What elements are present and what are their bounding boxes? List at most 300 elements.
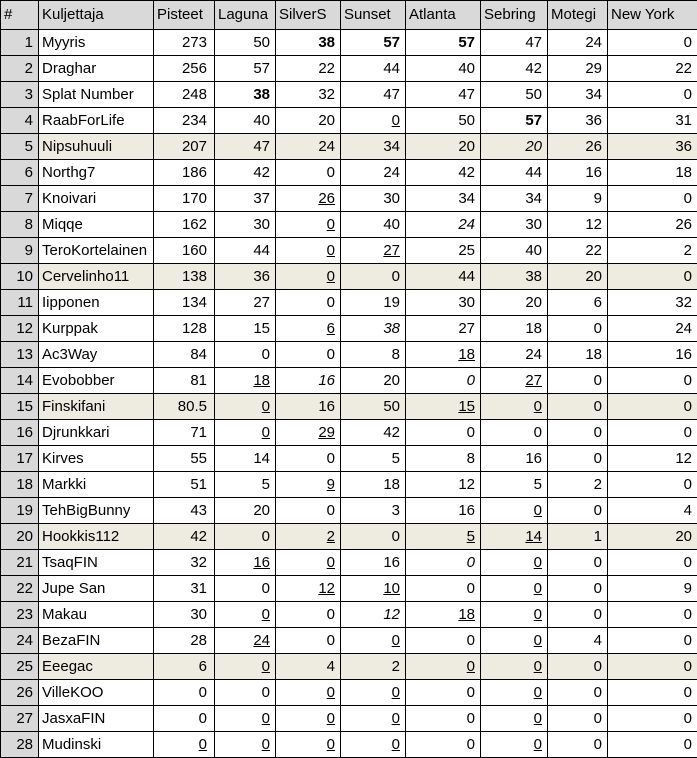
table-row <box>1 238 697 264</box>
race-score-cell-sunset: 38 <box>341 316 406 342</box>
rank-cell: 23 <box>1 602 39 628</box>
race-score-cell-motegi: 0 <box>548 368 608 394</box>
race-score-cell-motegi: 0 <box>548 498 608 524</box>
race-score-cell-laguna: 0 <box>215 576 276 602</box>
race-score-cell-new-york: 12 <box>608 446 697 472</box>
points-cell: 162 <box>154 212 215 238</box>
driver-name-cell: Kirves <box>39 446 154 472</box>
points-cell: 0 <box>154 680 215 706</box>
race-score-cell-sunset: 30 <box>341 186 406 212</box>
rank-cell: 22 <box>1 576 39 602</box>
race-score-cell-atlanta: 40 <box>406 56 481 82</box>
rank-cell: 4 <box>1 108 39 134</box>
points-cell: 80.5 <box>154 394 215 420</box>
points-cell: 186 <box>154 160 215 186</box>
points-cell: 248 <box>154 82 215 108</box>
race-score-cell-new-york: 0 <box>608 368 697 394</box>
race-score-cell-laguna: 15 <box>215 316 276 342</box>
race-score-cell-atlanta: 27 <box>406 316 481 342</box>
race-score-cell-atlanta: 18 <box>406 342 481 368</box>
race-score-cell-atlanta: 24 <box>406 212 481 238</box>
race-score-cell-sunset: 3 <box>341 498 406 524</box>
points-cell: 0 <box>154 706 215 732</box>
driver-name-cell: RaabForLife <box>39 108 154 134</box>
table-row <box>1 342 697 368</box>
driver-name-cell: Miqqe <box>39 212 154 238</box>
driver-name-cell: Northg7 <box>39 160 154 186</box>
race-score-cell-atlanta: 20 <box>406 134 481 160</box>
driver-name-cell: TsaqFIN <box>39 550 154 576</box>
points-cell: 234 <box>154 108 215 134</box>
race-score-cell-sunset: 2 <box>341 654 406 680</box>
column-header-sunset: Sunset <box>341 1 406 30</box>
points-cell: 138 <box>154 264 215 290</box>
points-cell: 30 <box>154 602 215 628</box>
race-score-cell-atlanta: 12 <box>406 472 481 498</box>
table-row <box>1 56 697 82</box>
rank-cell: 25 <box>1 654 39 680</box>
race-score-cell-atlanta: 57 <box>406 30 481 56</box>
race-score-cell-silvers: 0 <box>276 706 341 732</box>
points-cell: 42 <box>154 524 215 550</box>
table-row <box>1 368 697 394</box>
rank-cell: 10 <box>1 264 39 290</box>
race-score-cell-motegi: 0 <box>548 732 608 758</box>
race-score-cell-motegi: 0 <box>548 550 608 576</box>
race-score-cell-sunset: 24 <box>341 160 406 186</box>
driver-name-cell: JasxaFIN <box>39 706 154 732</box>
table-row <box>1 472 697 498</box>
race-score-cell-motegi: 0 <box>548 316 608 342</box>
race-score-cell-motegi: 0 <box>548 706 608 732</box>
points-cell: 0 <box>154 732 215 758</box>
table-body <box>1 30 697 758</box>
race-score-cell-laguna: 44 <box>215 238 276 264</box>
race-score-cell-new-york: 0 <box>608 680 697 706</box>
race-score-cell-atlanta: 0 <box>406 576 481 602</box>
driver-name-cell: Ac3Way <box>39 342 154 368</box>
race-score-cell-sebring: 20 <box>481 290 548 316</box>
points-cell: 31 <box>154 576 215 602</box>
points-cell: 51 <box>154 472 215 498</box>
race-score-cell-sunset: 34 <box>341 134 406 160</box>
race-score-cell-atlanta: 50 <box>406 108 481 134</box>
race-score-cell-laguna: 57 <box>215 56 276 82</box>
race-score-cell-silvers: 26 <box>276 186 341 212</box>
rank-cell: 11 <box>1 290 39 316</box>
race-score-cell-silvers: 20 <box>276 108 341 134</box>
race-score-cell-motegi: 18 <box>548 342 608 368</box>
race-score-cell-silvers: 0 <box>276 290 341 316</box>
driver-name-cell: Myyris <box>39 30 154 56</box>
race-score-cell-silvers: 0 <box>276 680 341 706</box>
race-score-cell-sebring: 0 <box>481 394 548 420</box>
race-score-cell-sunset: 40 <box>341 212 406 238</box>
race-score-cell-atlanta: 0 <box>406 732 481 758</box>
rank-cell: 20 <box>1 524 39 550</box>
race-score-cell-new-york: 0 <box>608 82 697 108</box>
race-score-cell-motegi: 16 <box>548 160 608 186</box>
race-score-cell-laguna: 0 <box>215 680 276 706</box>
race-score-cell-sebring: 0 <box>481 680 548 706</box>
race-score-cell-silvers: 12 <box>276 576 341 602</box>
points-cell: 71 <box>154 420 215 446</box>
race-score-cell-sebring: 47 <box>481 30 548 56</box>
driver-name-cell: Finskifani <box>39 394 154 420</box>
table-row <box>1 212 697 238</box>
race-score-cell-motegi: 0 <box>548 420 608 446</box>
rank-cell: 7 <box>1 186 39 212</box>
race-score-cell-sebring: 14 <box>481 524 548 550</box>
rank-cell: 28 <box>1 732 39 758</box>
rank-cell: 24 <box>1 628 39 654</box>
race-score-cell-sebring: 0 <box>481 732 548 758</box>
race-score-cell-laguna: 20 <box>215 498 276 524</box>
race-score-cell-new-york: 0 <box>608 472 697 498</box>
race-score-cell-sunset: 0 <box>341 680 406 706</box>
table-row <box>1 134 697 160</box>
race-score-cell-sebring: 0 <box>481 498 548 524</box>
table-row <box>1 524 697 550</box>
race-score-cell-motegi: 9 <box>548 186 608 212</box>
table-row <box>1 446 697 472</box>
race-score-cell-sunset: 27 <box>341 238 406 264</box>
race-score-cell-laguna: 24 <box>215 628 276 654</box>
rank-cell: 21 <box>1 550 39 576</box>
points-cell: 43 <box>154 498 215 524</box>
driver-name-cell: Iipponen <box>39 290 154 316</box>
race-score-cell-new-york: 24 <box>608 316 697 342</box>
driver-name-cell: Markki <box>39 472 154 498</box>
race-score-cell-new-york: 0 <box>608 394 697 420</box>
race-score-cell-atlanta: 5 <box>406 524 481 550</box>
race-score-cell-sebring: 34 <box>481 186 548 212</box>
race-score-cell-motegi: 0 <box>548 602 608 628</box>
race-score-cell-new-york: 18 <box>608 160 697 186</box>
rank-cell: 13 <box>1 342 39 368</box>
race-score-cell-atlanta: 0 <box>406 420 481 446</box>
table-row <box>1 628 697 654</box>
race-score-cell-laguna: 0 <box>215 732 276 758</box>
table-row <box>1 160 697 186</box>
race-score-cell-sunset: 10 <box>341 576 406 602</box>
race-score-cell-sebring: 44 <box>481 160 548 186</box>
race-score-cell-atlanta: 0 <box>406 628 481 654</box>
race-score-cell-silvers: 32 <box>276 82 341 108</box>
rank-cell: 1 <box>1 30 39 56</box>
table-row <box>1 420 697 446</box>
race-score-cell-silvers: 0 <box>276 602 341 628</box>
table-row <box>1 654 697 680</box>
race-score-cell-silvers: 9 <box>276 472 341 498</box>
race-score-cell-new-york: 31 <box>608 108 697 134</box>
race-score-cell-sebring: 0 <box>481 654 548 680</box>
table-row <box>1 602 697 628</box>
driver-name-cell: TeroKortelainen <box>39 238 154 264</box>
race-score-cell-laguna: 0 <box>215 420 276 446</box>
race-score-cell-silvers: 24 <box>276 134 341 160</box>
table-row <box>1 264 697 290</box>
race-score-cell-new-york: 2 <box>608 238 697 264</box>
race-score-cell-sebring: 0 <box>481 628 548 654</box>
table-row <box>1 732 697 758</box>
race-score-cell-laguna: 16 <box>215 550 276 576</box>
race-score-cell-laguna: 37 <box>215 186 276 212</box>
race-score-cell-new-york: 4 <box>608 498 697 524</box>
race-score-cell-laguna: 27 <box>215 290 276 316</box>
points-cell: 55 <box>154 446 215 472</box>
points-cell: 84 <box>154 342 215 368</box>
race-score-cell-sebring: 0 <box>481 602 548 628</box>
column-header-points: Pisteet <box>154 1 215 30</box>
table-row <box>1 706 697 732</box>
race-score-cell-sebring: 27 <box>481 368 548 394</box>
race-score-cell-new-york: 26 <box>608 212 697 238</box>
driver-name-cell: Nipsuhuuli <box>39 134 154 160</box>
race-score-cell-motegi: 0 <box>548 446 608 472</box>
race-score-cell-atlanta: 18 <box>406 602 481 628</box>
race-score-cell-motegi: 26 <box>548 134 608 160</box>
race-score-cell-silvers: 29 <box>276 420 341 446</box>
rank-cell: 16 <box>1 420 39 446</box>
race-score-cell-sunset: 57 <box>341 30 406 56</box>
race-score-cell-new-york: 0 <box>608 732 697 758</box>
race-score-cell-atlanta: 25 <box>406 238 481 264</box>
column-header-silvers: SilverS <box>276 1 341 30</box>
table-row <box>1 290 697 316</box>
driver-name-cell: Knoivari <box>39 186 154 212</box>
race-score-cell-new-york: 0 <box>608 654 697 680</box>
race-score-cell-atlanta: 0 <box>406 680 481 706</box>
race-score-cell-sebring: 30 <box>481 212 548 238</box>
rank-cell: 5 <box>1 134 39 160</box>
race-score-cell-sebring: 40 <box>481 238 548 264</box>
race-score-cell-sebring: 0 <box>481 420 548 446</box>
driver-name-cell: Cervelinho11 <box>39 264 154 290</box>
table-row <box>1 82 697 108</box>
race-score-cell-sebring: 57 <box>481 108 548 134</box>
race-score-cell-silvers: 16 <box>276 394 341 420</box>
race-score-cell-atlanta: 44 <box>406 264 481 290</box>
race-score-cell-new-york: 0 <box>608 602 697 628</box>
race-score-cell-new-york: 0 <box>608 628 697 654</box>
race-score-cell-silvers: 16 <box>276 368 341 394</box>
race-score-cell-laguna: 0 <box>215 524 276 550</box>
table-header <box>1 1 697 30</box>
race-score-cell-motegi: 22 <box>548 238 608 264</box>
race-score-cell-silvers: 0 <box>276 160 341 186</box>
race-score-cell-laguna: 38 <box>215 82 276 108</box>
race-score-cell-laguna: 42 <box>215 160 276 186</box>
race-score-cell-silvers: 0 <box>276 628 341 654</box>
race-score-cell-sunset: 50 <box>341 394 406 420</box>
rank-cell: 12 <box>1 316 39 342</box>
points-cell: 273 <box>154 30 215 56</box>
race-score-cell-motegi: 1 <box>548 524 608 550</box>
race-score-cell-silvers: 0 <box>276 446 341 472</box>
race-score-cell-silvers: 0 <box>276 238 341 264</box>
race-score-cell-sebring: 16 <box>481 446 548 472</box>
table-row <box>1 498 697 524</box>
rank-cell: 18 <box>1 472 39 498</box>
race-score-cell-atlanta: 0 <box>406 706 481 732</box>
race-score-cell-sebring: 18 <box>481 316 548 342</box>
race-score-cell-new-york: 22 <box>608 56 697 82</box>
race-score-cell-sunset: 0 <box>341 706 406 732</box>
race-score-cell-sebring: 24 <box>481 342 548 368</box>
race-score-cell-new-york: 0 <box>608 30 697 56</box>
driver-name-cell: Djrunkkari <box>39 420 154 446</box>
table-row <box>1 550 697 576</box>
rank-cell: 19 <box>1 498 39 524</box>
rank-cell: 3 <box>1 82 39 108</box>
driver-name-cell: Kurppak <box>39 316 154 342</box>
header-row <box>1 1 697 30</box>
race-score-cell-laguna: 50 <box>215 30 276 56</box>
race-score-cell-sunset: 5 <box>341 446 406 472</box>
race-score-cell-laguna: 47 <box>215 134 276 160</box>
race-score-cell-silvers: 0 <box>276 212 341 238</box>
table-row <box>1 30 697 56</box>
driver-name-cell: Mudinski <box>39 732 154 758</box>
race-score-cell-motegi: 12 <box>548 212 608 238</box>
points-cell: 32 <box>154 550 215 576</box>
driver-name-cell: Draghar <box>39 56 154 82</box>
race-score-cell-laguna: 0 <box>215 706 276 732</box>
race-score-cell-laguna: 0 <box>215 394 276 420</box>
race-score-cell-atlanta: 42 <box>406 160 481 186</box>
race-score-cell-sunset: 0 <box>341 732 406 758</box>
driver-name-cell: Evobobber <box>39 368 154 394</box>
race-score-cell-new-york: 20 <box>608 524 697 550</box>
rank-cell: 14 <box>1 368 39 394</box>
column-header-atlanta: Atlanta <box>406 1 481 30</box>
driver-name-cell: Splat Number <box>39 82 154 108</box>
points-cell: 81 <box>154 368 215 394</box>
race-score-cell-sunset: 18 <box>341 472 406 498</box>
race-score-cell-motegi: 29 <box>548 56 608 82</box>
column-header-rank: # <box>1 1 39 30</box>
driver-name-cell: Makau <box>39 602 154 628</box>
race-score-cell-motegi: 0 <box>548 394 608 420</box>
race-score-cell-motegi: 34 <box>548 82 608 108</box>
points-cell: 6 <box>154 654 215 680</box>
race-score-cell-silvers: 4 <box>276 654 341 680</box>
race-score-cell-sunset: 0 <box>341 628 406 654</box>
race-score-cell-atlanta: 15 <box>406 394 481 420</box>
race-score-cell-new-york: 16 <box>608 342 697 368</box>
column-header-motegi: Motegi <box>548 1 608 30</box>
race-score-cell-motegi: 36 <box>548 108 608 134</box>
race-score-cell-silvers: 6 <box>276 316 341 342</box>
race-score-cell-laguna: 18 <box>215 368 276 394</box>
race-score-cell-atlanta: 0 <box>406 550 481 576</box>
race-score-cell-sebring: 38 <box>481 264 548 290</box>
race-score-cell-atlanta: 0 <box>406 654 481 680</box>
race-score-cell-sunset: 0 <box>341 264 406 290</box>
race-score-cell-motegi: 0 <box>548 680 608 706</box>
race-score-cell-motegi: 2 <box>548 472 608 498</box>
race-score-cell-motegi: 24 <box>548 30 608 56</box>
race-score-cell-new-york: 36 <box>608 134 697 160</box>
race-score-cell-sunset: 0 <box>341 524 406 550</box>
race-score-cell-new-york: 0 <box>608 264 697 290</box>
race-score-cell-atlanta: 8 <box>406 446 481 472</box>
race-score-cell-silvers: 0 <box>276 342 341 368</box>
race-score-cell-laguna: 40 <box>215 108 276 134</box>
race-score-cell-laguna: 36 <box>215 264 276 290</box>
race-score-cell-laguna: 5 <box>215 472 276 498</box>
race-score-cell-sebring: 0 <box>481 706 548 732</box>
table-row <box>1 108 697 134</box>
rank-cell: 27 <box>1 706 39 732</box>
race-score-cell-new-york: 32 <box>608 290 697 316</box>
race-score-cell-atlanta: 47 <box>406 82 481 108</box>
race-score-cell-silvers: 2 <box>276 524 341 550</box>
race-score-cell-new-york: 0 <box>608 706 697 732</box>
race-score-cell-sunset: 19 <box>341 290 406 316</box>
race-score-cell-motegi: 20 <box>548 264 608 290</box>
points-cell: 256 <box>154 56 215 82</box>
points-cell: 160 <box>154 238 215 264</box>
race-score-cell-atlanta: 30 <box>406 290 481 316</box>
race-score-cell-atlanta: 16 <box>406 498 481 524</box>
race-score-cell-sunset: 20 <box>341 368 406 394</box>
race-score-cell-laguna: 0 <box>215 654 276 680</box>
points-cell: 128 <box>154 316 215 342</box>
race-score-cell-sunset: 8 <box>341 342 406 368</box>
driver-name-cell: Jupe San <box>39 576 154 602</box>
race-score-cell-laguna: 0 <box>215 342 276 368</box>
race-score-cell-sebring: 0 <box>481 576 548 602</box>
race-score-cell-sunset: 0 <box>341 108 406 134</box>
column-header-sebring: Sebring <box>481 1 548 30</box>
race-score-cell-new-york: 9 <box>608 576 697 602</box>
points-cell: 207 <box>154 134 215 160</box>
points-cell: 170 <box>154 186 215 212</box>
rank-cell: 9 <box>1 238 39 264</box>
rank-cell: 8 <box>1 212 39 238</box>
column-header-laguna: Laguna <box>215 1 276 30</box>
race-score-cell-silvers: 0 <box>276 264 341 290</box>
race-score-cell-new-york: 0 <box>608 186 697 212</box>
race-score-cell-laguna: 30 <box>215 212 276 238</box>
race-score-cell-sunset: 44 <box>341 56 406 82</box>
table-row <box>1 186 697 212</box>
column-header-driver: Kuljettaja <box>39 1 154 30</box>
race-score-cell-sunset: 12 <box>341 602 406 628</box>
table-row <box>1 394 697 420</box>
race-score-cell-silvers: 0 <box>276 550 341 576</box>
race-score-cell-silvers: 0 <box>276 498 341 524</box>
table-row <box>1 316 697 342</box>
race-score-cell-motegi: 0 <box>548 654 608 680</box>
race-score-cell-sunset: 47 <box>341 82 406 108</box>
race-score-cell-sunset: 16 <box>341 550 406 576</box>
driver-name-cell: TehBigBunny <box>39 498 154 524</box>
table-row <box>1 576 697 602</box>
rank-cell: 17 <box>1 446 39 472</box>
race-score-cell-motegi: 0 <box>548 576 608 602</box>
race-score-cell-sunset: 42 <box>341 420 406 446</box>
table-row <box>1 680 697 706</box>
column-header-new-york: New York <box>608 1 697 30</box>
race-score-cell-atlanta: 0 <box>406 368 481 394</box>
driver-name-cell: Hookkis112 <box>39 524 154 550</box>
race-score-cell-laguna: 14 <box>215 446 276 472</box>
driver-name-cell: VilleKOO <box>39 680 154 706</box>
driver-name-cell: BezaFIN <box>39 628 154 654</box>
